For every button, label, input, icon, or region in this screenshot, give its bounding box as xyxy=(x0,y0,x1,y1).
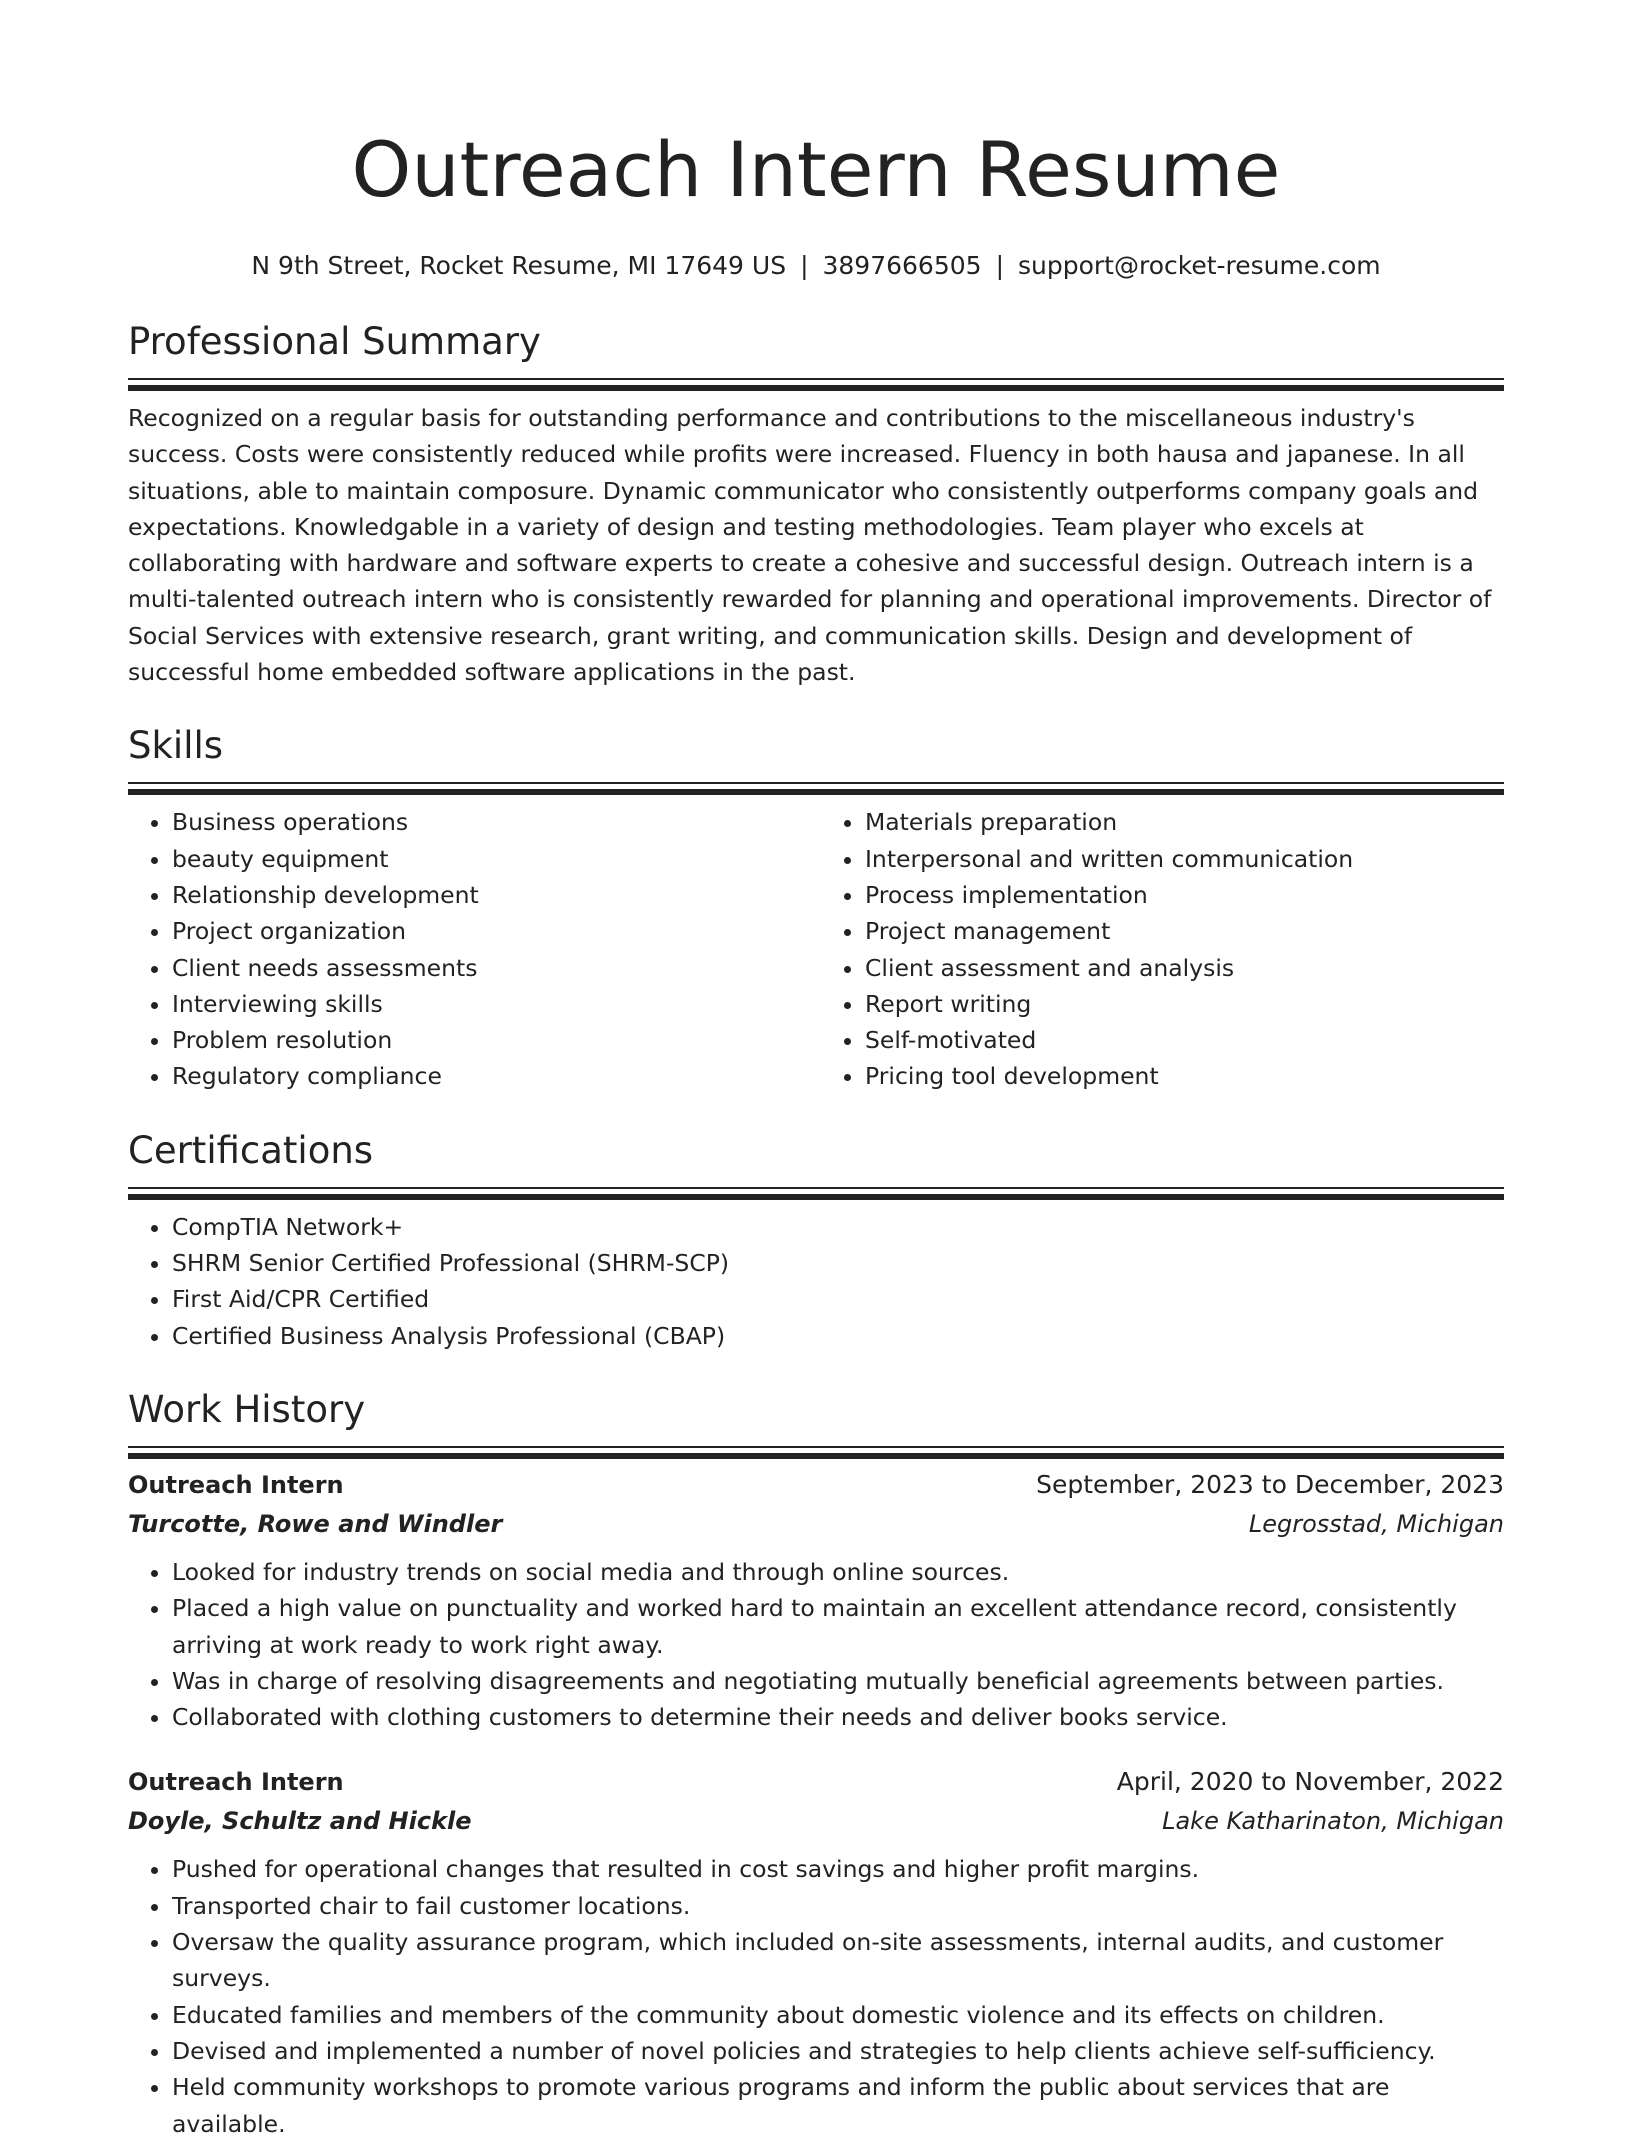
section-heading: Professional Summary xyxy=(128,320,541,363)
skill-item: • Interpersonal and written communication xyxy=(865,841,1504,877)
skill-item: • Interviewing skills xyxy=(172,986,816,1022)
job-dates: September, 2023 to December, 2023 xyxy=(1036,1469,1504,1499)
job-bullet: • Placed a high value on punctuality and worked hard to maintain an excellent attendance record, consistently arriving at work ready to work right away. xyxy=(172,1590,1504,1663)
contact-line xyxy=(128,248,1504,284)
skills-grid xyxy=(128,804,1504,1094)
job-location: Lake Katharinaton, Michigan xyxy=(1162,1807,1504,1836)
job-bullets xyxy=(128,1554,1504,1735)
skill-item: • Pricing tool development xyxy=(865,1058,1504,1094)
contact-separator: | xyxy=(800,251,809,280)
contact-email: support@rocket-resume.com xyxy=(1018,251,1381,280)
skill-item: • Client needs assessments xyxy=(172,950,816,986)
skills-section xyxy=(128,714,1504,1094)
job-company: Doyle, Schultz and Hickle xyxy=(128,1807,472,1836)
certification-item: • SHRM Senior Certified Professional (SHRM-SCP) xyxy=(172,1245,1504,1281)
certifications-list xyxy=(128,1209,1504,1354)
job-bullet: • Collaborated with clothing customers to determine their needs and deliver books service. xyxy=(172,1699,1504,1735)
job-company: Turcotte, Rowe and Windler xyxy=(128,1509,503,1538)
section-divider xyxy=(128,378,1504,380)
skill-item: • Report writing xyxy=(865,986,1504,1022)
skill-item: • Regulatory compliance xyxy=(172,1058,816,1094)
skill-item: • beauty equipment xyxy=(172,841,816,877)
skill-item: • Project management xyxy=(865,913,1504,949)
skill-item: • Materials preparation xyxy=(865,804,1504,840)
section-heading: Work History xyxy=(128,1387,366,1431)
contact-separator: | xyxy=(995,251,1004,280)
skill-item: • Business operations xyxy=(172,804,816,840)
job-bullet: • Held community workshops to promote various programs and inform the public about services that are available. xyxy=(172,2069,1504,2142)
job-title: Outreach Intern xyxy=(128,1470,344,1499)
section-divider xyxy=(128,1446,1504,1448)
certification-item: • CompTIA Network+ xyxy=(172,1209,1504,1245)
skill-item: • Client assessment and analysis xyxy=(865,950,1504,986)
contact-address: N 9th Street, Rocket Resume, MI 17649 US xyxy=(251,251,787,280)
section-heading: Skills xyxy=(128,724,224,768)
job-bullet: • Was in charge of resolving disagreements and negotiating mutually beneficial agreements between parties. xyxy=(172,1663,1504,1699)
job-dates: April, 2020 to November, 2022 xyxy=(1116,1767,1504,1797)
skill-item: • Relationship development xyxy=(172,877,816,913)
resume-page xyxy=(128,0,1504,2142)
section-heading: Certifications xyxy=(128,1128,374,1172)
section-divider xyxy=(128,782,1504,784)
job-bullet: • Educated families and members of the community about domestic violence and its effects on children. xyxy=(172,1997,1504,2033)
work-history-section xyxy=(128,1378,1504,2142)
skill-item: • Process implementation xyxy=(865,877,1504,913)
skill-item: • Project organization xyxy=(172,913,816,949)
job-bullet: • Pushed for operational changes that resulted in cost savings and higher profit margins. xyxy=(172,1851,1504,1887)
certifications-section xyxy=(128,1119,1504,1354)
job-bullets xyxy=(128,1851,1504,2141)
job-location: Legrosstad, Michigan xyxy=(1248,1509,1504,1538)
skill-item: • Problem resolution xyxy=(172,1022,816,1058)
job-title: Outreach Intern xyxy=(128,1768,344,1797)
certification-item: • First Aid/CPR Certified xyxy=(172,1281,1504,1317)
job-bullet: • Devised and implemented a number of novel policies and strategies to help clients achieve self-sufficiency. xyxy=(172,2033,1504,2069)
contact-phone: 3897666505 xyxy=(822,251,982,280)
summary-section xyxy=(128,310,1504,690)
job-bullet: • Looked for industry trends on social media and through online sources. xyxy=(172,1554,1504,1590)
skills-list-left xyxy=(128,804,816,1094)
job-bullet: • Transported chair to fail customer locations. xyxy=(172,1888,1504,1924)
certification-item: • Certified Business Analysis Professional (CBAP) xyxy=(172,1318,1504,1354)
section-divider xyxy=(128,1187,1504,1189)
job-bullet: • Oversaw the quality assurance program, which included on-site assessments, internal audits, and customer surveys. xyxy=(172,1924,1504,1997)
resume-title: Outreach Intern Resume xyxy=(351,125,1281,214)
skill-item: • Self-motivated xyxy=(865,1022,1504,1058)
job-entry xyxy=(128,1466,1504,1735)
summary-text: Recognized on a regular basis for outstanding performance and contributions to the miscellaneous industry's success. Costs were consistently reduced while profits were increased. Fluency in both hausa and japanese. In all situations, able to maintain composure. Dynamic communicator who consistently outperforms company goals and expectations. Knowledgable in a variety of design and testing methodologies. Team player who excels at collaborating with hardware and software experts to create a cohesive and successful design. Outreach intern is a multi-talented outreach intern who is consistently rewarded for planning and operational improvements. Director of Social Services with extensive research, grant writing, and communication skills. Design and development of successful home embedded software applications in the past. xyxy=(128,404,1492,687)
skills-list-right xyxy=(816,804,1504,1094)
job-entry xyxy=(128,1763,1504,2141)
